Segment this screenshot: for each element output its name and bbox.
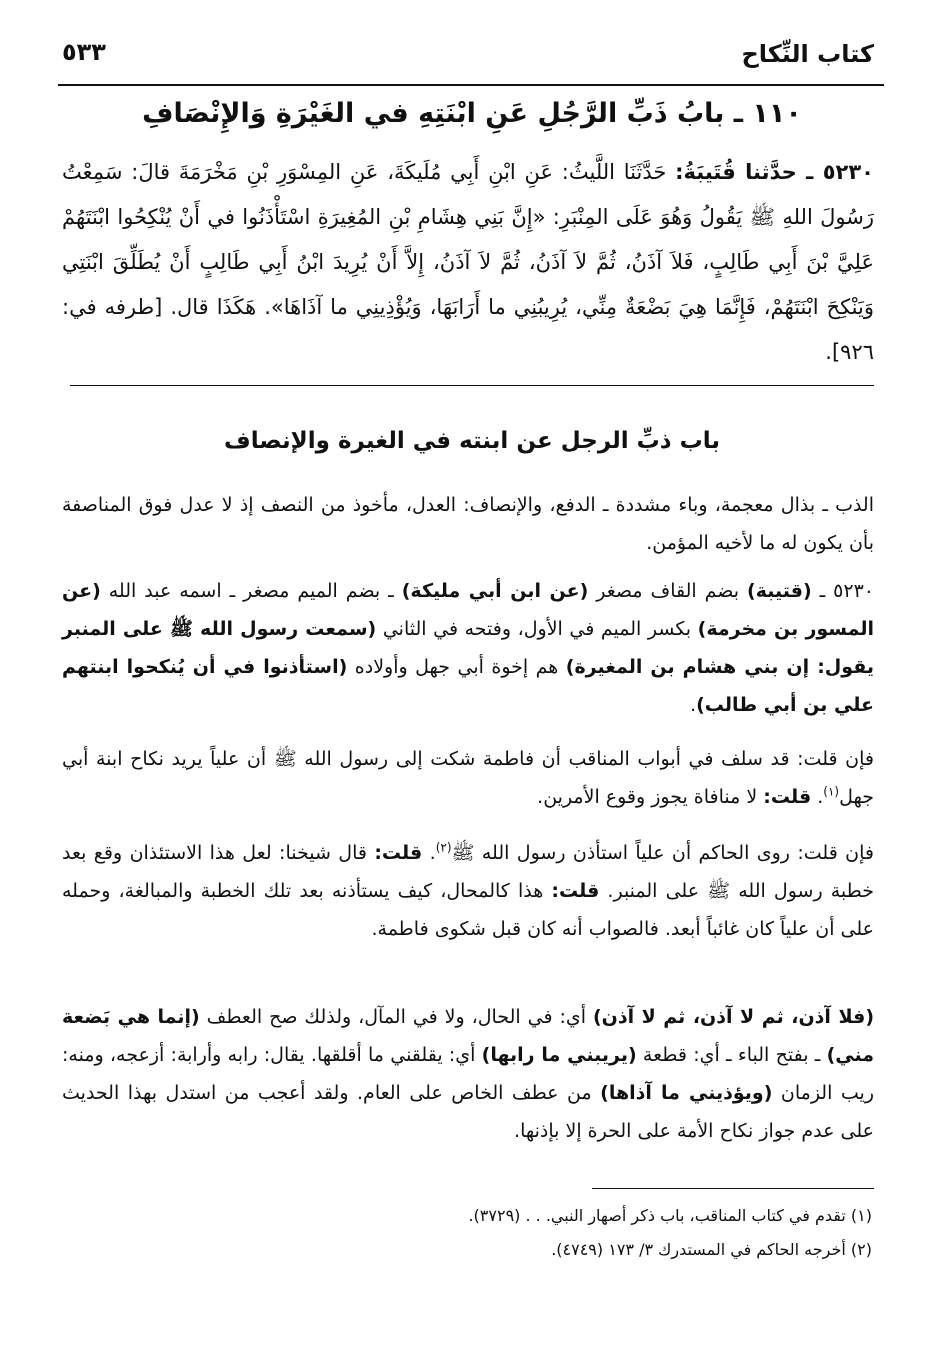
bold-run: (ويؤذيني ما آذاها) bbox=[600, 1082, 773, 1104]
commentary-paragraph-2 bbox=[62, 572, 874, 724]
header-rule bbox=[58, 84, 884, 86]
footnote-rule bbox=[592, 1188, 874, 1189]
bold-run: (يريبني ما رابها) bbox=[481, 1044, 637, 1066]
bold-run: قلت: bbox=[763, 786, 812, 808]
bold-run: (عن المسور بن مخرمة) bbox=[62, 580, 875, 640]
section-divider bbox=[70, 385, 874, 386]
text-run: من عطف الخاص على العام. ولقد أعجب من استدل بهذا الحديث على عدم جواز نكاح الأمة على الحرة إلا بإذنها. bbox=[62, 1082, 874, 1142]
text-run: أي: في الحال، ولا في المآل، ولذلك صح العطف bbox=[199, 1006, 593, 1028]
bold-run: قلت: bbox=[374, 842, 423, 864]
bold-run: (عن ابن أبي مليكة) bbox=[401, 580, 589, 602]
footnote-text: أخرجه الحاكم في المستدرك ٣/ ١٧٣ (٤٧٤٩). bbox=[551, 1240, 846, 1259]
hadith-body: حَدَّثَنَا اللَّيثُ: عَنِ ابْنِ أَبِي مُلَيكَةَ، عَنِ المِسْوَرِ بْنِ مَخْرَمَةَ قالَ: سَمِعْتُ رَسُولَ اللهِ ﷺ يَقُولُ وَهُوَ عَلَى المِنْبَرِ: «إِنَّ بَنِي هِشَامِ بْنِ المُغِيرَةِ اسْتَأْذَنُوا في أَنْ يُنْكِحُوا ابْنَتَهُمْ عَلِيَّ بْنَ أَبِي طَالِبٍ، فَلاَ آذَنُ، ثُمَّ لاَ آذَنُ، ثُمَّ لاَ آذَنُ، إِلاَّ أَنْ يُرِيدَ ابْنُ أَبِي طَالِبٍ أَنْ يُطَلِّقَ ابْنَتِي وَيَنْكِحَ ابْنَتَهُمْ، فَإِنَّمَا هِيَ بَضْعَةٌ مِنِّي، يُرِيبُنِي ما أَرَابَهَا، وَيُؤْذِينِي ما آذَاهَا». هَكَذَا قال. [طرفه في: ٩٢٦]. bbox=[62, 160, 874, 364]
commentary-title: باب ذبِّ الرجل عن ابنته في الغيرة والإنصاف bbox=[223, 428, 720, 454]
text-run: بضم القاف مصغر bbox=[588, 580, 748, 602]
text-run: هم إخوة أبي جهل وأولاده bbox=[347, 656, 566, 678]
bold-run: قلت: bbox=[551, 880, 600, 902]
chapter-title: ١١٠ ـ بابُ ذَبِّ الرَّجُلِ عَنِ ابْنَتِهِ في الغَيْرَةِ وَالإِنْصَافِ bbox=[142, 98, 802, 129]
footnote-ref-2[interactable]: (٢) bbox=[435, 840, 452, 855]
running-header-title: كتاب النِّكاح bbox=[741, 40, 874, 68]
text-run: . bbox=[811, 786, 824, 808]
text-run: فإن قلت: قد سلف في أبواب المناقب أن فاطمة شكت إلى رسول الله ﷺ أن علياً يريد نكاح ابنة أبي جهل bbox=[62, 748, 874, 808]
text-run: أي: يقلقني ما أقلقها. يقال: رابه وأرابة: أزعجه، ومنه: ريب الزمان bbox=[62, 1044, 874, 1104]
bold-run: (قتيبة) bbox=[747, 580, 812, 602]
bold-run: (سمعت رسول الله ﷺ على المنبر يقول: إن بني هشام بن المغيرة) bbox=[62, 618, 875, 678]
text-run: . bbox=[422, 842, 436, 864]
text-run: فإن قلت: روى الحاكم أن علياً استأذن رسول الله ﷺ bbox=[451, 842, 874, 864]
commentary-paragraph-4 bbox=[62, 834, 874, 948]
hadith-lead: ٥٢٣٠ ـ حدَّثنا قُتَيبَةُ: bbox=[675, 160, 874, 184]
bold-run: (إنما هي بَضعة مني) bbox=[62, 1006, 874, 1066]
commentary-paragraph-5 bbox=[62, 998, 874, 1150]
bold-run: (فلا آذن، ثم لا آذن، ثم لا آذن) bbox=[592, 1006, 874, 1028]
footnote-number: (٢) bbox=[850, 1240, 872, 1259]
footnote-2 bbox=[100, 1238, 872, 1262]
hadith-text bbox=[62, 150, 874, 375]
bold-run: (استأذنوا في أن يُنكحوا ابنتهم علي بن أبي طالب) bbox=[62, 656, 874, 716]
footnote-ref-1[interactable]: (١) bbox=[823, 784, 840, 799]
commentary-paragraph-3 bbox=[62, 740, 874, 816]
text-run: ـ بفتح الباء ـ أي: قطعة bbox=[636, 1044, 827, 1066]
footnote-text: تقدم في كتاب المناقب، باب ذكر أصهار النبي. . . (٣٧٢٩). bbox=[468, 1206, 846, 1225]
footnote-1 bbox=[100, 1204, 872, 1228]
page-number: ٥٣٣ bbox=[62, 38, 106, 66]
text-run: بكسر الميم في الأول، وفتحه في الثاني bbox=[376, 618, 698, 640]
text-run: هذا كالمحال، كيف يستأذنه بعد تلك الخطبة والمبالغة، وحمله على أن علياً كان غائباً أبعد. فالصواب أنه كان قبل شكوى فاطمة. bbox=[62, 880, 874, 940]
text-run: ـ بضم الميم مصغر ـ اسمه عبد الله bbox=[100, 580, 402, 602]
commentary-paragraph-1: الذب ـ بذال معجمة، وباء مشددة ـ الدفع، والإنصاف: العدل، مأخوذ من النصف إذ لا عدل فوق المناصفة بأن يكون له ما لأخيه المؤمن. bbox=[62, 494, 874, 554]
text-run: لا منافاة يجوز وقوع الأمرين. bbox=[537, 786, 764, 808]
footnote-number: (١) bbox=[850, 1206, 872, 1225]
text-run: . bbox=[690, 694, 697, 716]
text-run: قال شيخنا: لعل هذا الاستئذان وقع بعد خطبة رسول الله ﷺ على المنبر. bbox=[62, 842, 874, 902]
text-run: ٥٢٣٠ ـ bbox=[811, 580, 874, 602]
